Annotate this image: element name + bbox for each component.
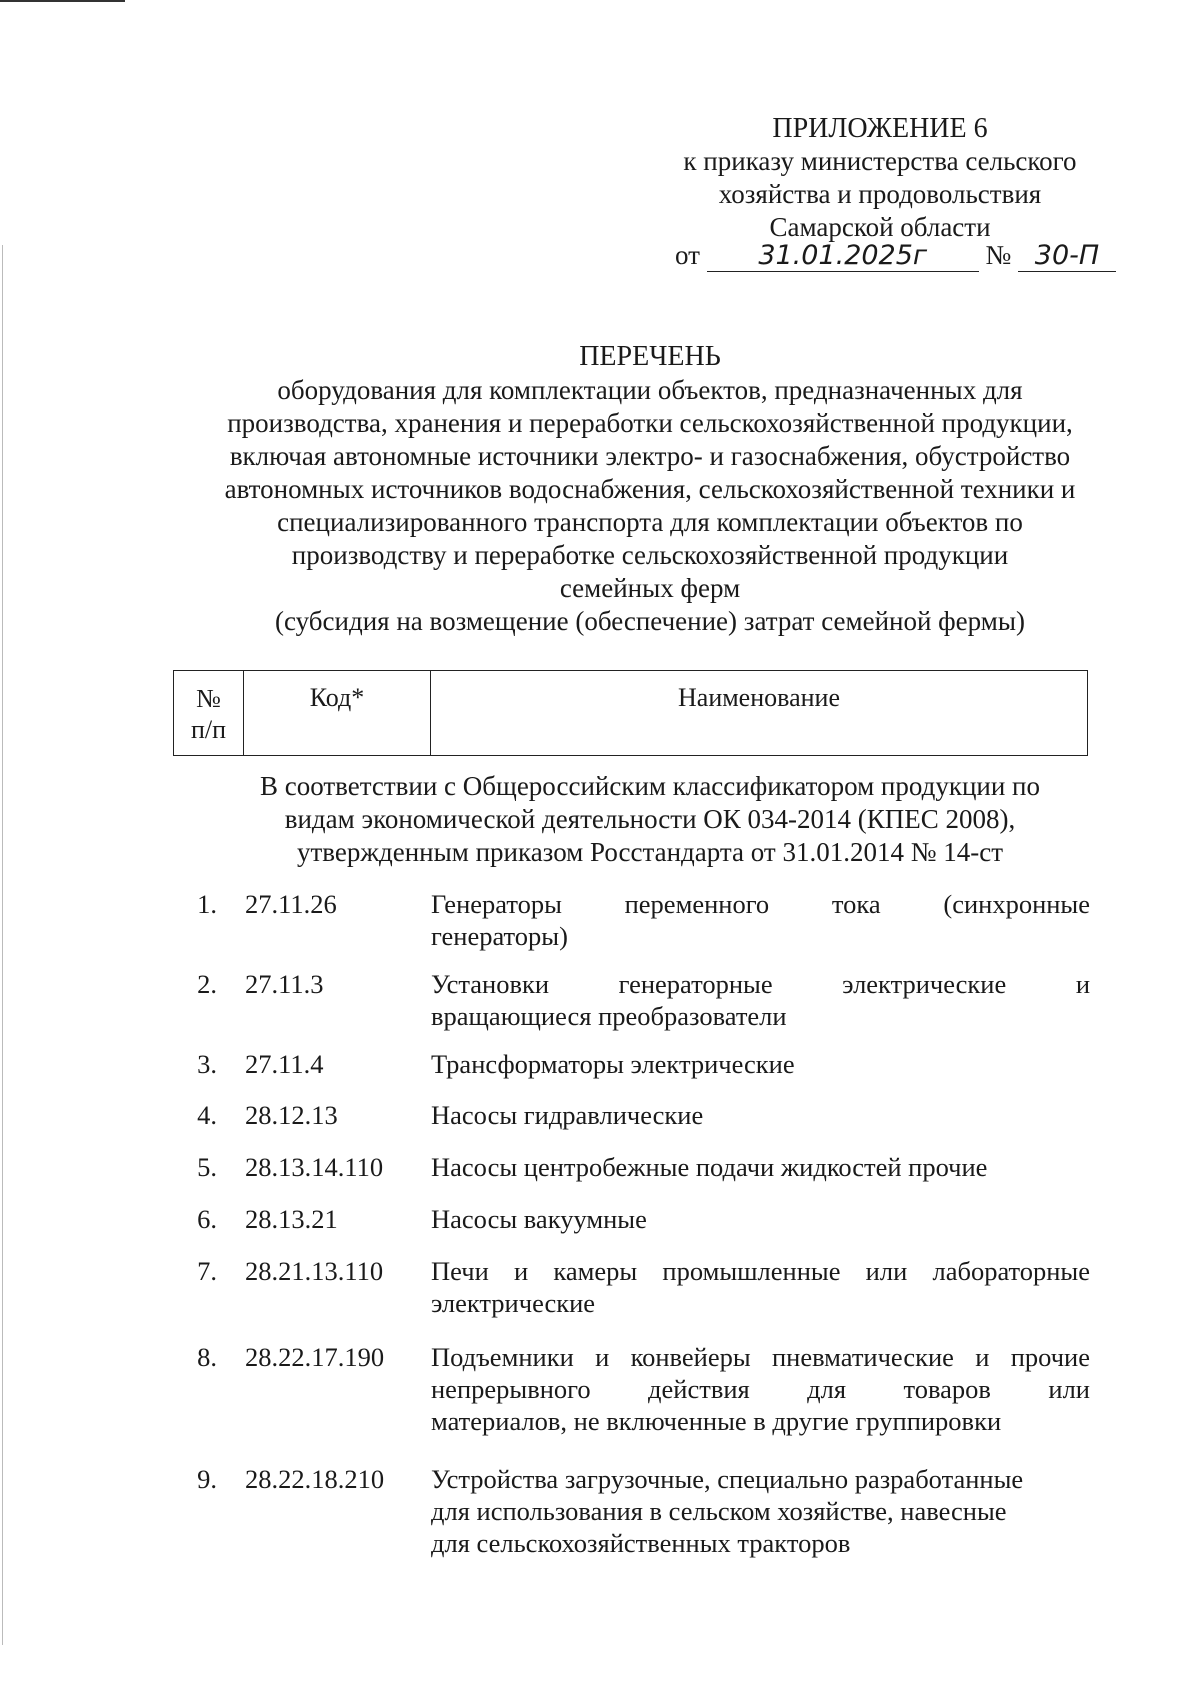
- title-line: автономных источников водоснабжения, сельскохозяйственной техники и: [224, 474, 1076, 504]
- item-name-line: электрические: [431, 1288, 596, 1318]
- number-prefix: №: [985, 240, 1012, 270]
- list-item: [175, 1341, 1090, 1463]
- list-item: [175, 888, 1090, 968]
- title-line: (субсидия на возмещение (обеспечение) затрат семейной фермы): [275, 606, 1025, 636]
- list-item: [175, 968, 1090, 1048]
- appendix-title: ПРИЛОЖЕНИЕ 6: [772, 113, 988, 144]
- item-code: 28.13.14.110: [245, 1152, 384, 1182]
- item-name-line: материалов, не включенные в другие группировки: [431, 1406, 1002, 1436]
- title-line: оборудования для комплектации объектов, предназначенных для: [277, 375, 1023, 405]
- item-name-line: для использования в сельском хозяйстве, навесные: [431, 1496, 1007, 1526]
- item-name-line: Генераторы переменного тока (синхронные: [431, 889, 1090, 919]
- list-item: [175, 1099, 1090, 1151]
- classifier-note: [130, 770, 1170, 869]
- item-name: [429, 1203, 1090, 1235]
- title-line: производства, хранения и переработки сельскохозяйственной продукции,: [227, 408, 1073, 438]
- item-number: 3.: [197, 1049, 217, 1079]
- classifier-line: В соответствии с Общероссийским классификатором продукции по: [259, 771, 1040, 801]
- title-line: специализированного транспорта для комплектации объектов по: [277, 507, 1023, 537]
- item-code: 27.11.26: [245, 889, 337, 919]
- document-title-block: [130, 340, 1170, 638]
- list-item: [175, 1203, 1090, 1255]
- item-name-line: генераторы): [431, 921, 568, 951]
- item-number: 1.: [197, 889, 217, 919]
- item-number: 5.: [197, 1152, 217, 1182]
- list-item: [175, 1255, 1090, 1341]
- list-item: [175, 1463, 1090, 1563]
- item-name: [429, 968, 1090, 1032]
- item-name: [429, 1255, 1090, 1319]
- title-line: семейных ферм: [559, 573, 741, 603]
- list-item: [175, 1151, 1090, 1203]
- item-name-line: вращающиеся преобразователи: [431, 1001, 787, 1031]
- item-number: 6.: [197, 1204, 217, 1234]
- item-code: 28.13.21: [245, 1204, 338, 1234]
- item-number: 9.: [197, 1464, 217, 1494]
- item-code: 27.11.4: [245, 1049, 324, 1079]
- item-name: [429, 1099, 1090, 1131]
- header-number-line-2: п/п: [190, 715, 227, 744]
- item-name-line: Устройства загрузочные, специально разработанные: [431, 1464, 1024, 1494]
- classifier-line: утвержденным приказом Росстандарта от 31.01.2014 № 14-ст: [296, 837, 1004, 867]
- item-code: 28.12.13: [245, 1100, 338, 1130]
- order-date-number-line: [675, 240, 1116, 272]
- appendix-line-1: к приказу министерства сельского: [683, 146, 1077, 176]
- document-title: ПЕРЕЧЕНЬ: [579, 341, 721, 372]
- classifier-line: видам экономической деятельности ОК 034-2014 (КПЕС 2008),: [284, 804, 1016, 834]
- item-name: [429, 1463, 1090, 1559]
- item-name-line: непрерывного действия для товаров или: [431, 1374, 1090, 1404]
- list-item: [175, 1048, 1090, 1099]
- item-name: [429, 1341, 1090, 1437]
- scan-edge-mark: [0, 0, 125, 2]
- item-code: 28.22.18.210: [245, 1464, 385, 1494]
- title-line: включая автономные источники электро- и газоснабжения, обустройство: [229, 441, 1071, 471]
- header-name-cell: Наименование: [678, 683, 840, 712]
- item-name-line: Подъемники и конвейеры пневматические и прочие: [431, 1342, 1090, 1372]
- appendix-line-2: хозяйства и продовольствия: [718, 179, 1042, 209]
- item-code: 27.11.3: [245, 969, 324, 999]
- item-name-line: Насосы центробежные подачи жидкостей прочие: [431, 1152, 988, 1182]
- title-line: производству и переработке сельскохозяйственной продукции: [291, 540, 1009, 570]
- item-number: 7.: [197, 1256, 217, 1286]
- header-number-line-1: №: [196, 684, 221, 713]
- item-name: [429, 888, 1090, 952]
- item-name-line: для сельскохозяйственных тракторов: [431, 1528, 851, 1558]
- item-number: 4.: [197, 1100, 217, 1130]
- scan-edge-line: [2, 245, 3, 1645]
- appendix-line-3: Самарской области: [769, 212, 991, 242]
- item-name: [429, 1048, 1090, 1080]
- item-number: 8.: [197, 1342, 217, 1372]
- item-name-line: Трансформаторы электрические: [431, 1049, 795, 1079]
- handwritten-number: 30-П: [1018, 241, 1116, 272]
- header-code-cell: Код*: [244, 671, 431, 755]
- item-number: 2.: [197, 969, 217, 999]
- item-name-line: Насосы вакуумные: [431, 1204, 647, 1234]
- appendix-block: [640, 112, 1120, 244]
- item-code: 28.21.13.110: [245, 1256, 384, 1286]
- item-name-line: Печи и камеры промышленные или лабораторные: [431, 1256, 1090, 1286]
- header-number-cell: [174, 671, 244, 755]
- handwritten-date: 31.01.2025г: [707, 241, 979, 272]
- items-list: [175, 888, 1090, 1563]
- item-name: [429, 1151, 1090, 1183]
- date-prefix: от: [675, 240, 700, 270]
- item-name-line: Установки генераторные электрические и: [431, 969, 1090, 999]
- item-code: 28.22.17.190: [245, 1342, 385, 1372]
- item-name-line: Насосы гидравлические: [431, 1100, 704, 1130]
- table-header: [173, 670, 1088, 756]
